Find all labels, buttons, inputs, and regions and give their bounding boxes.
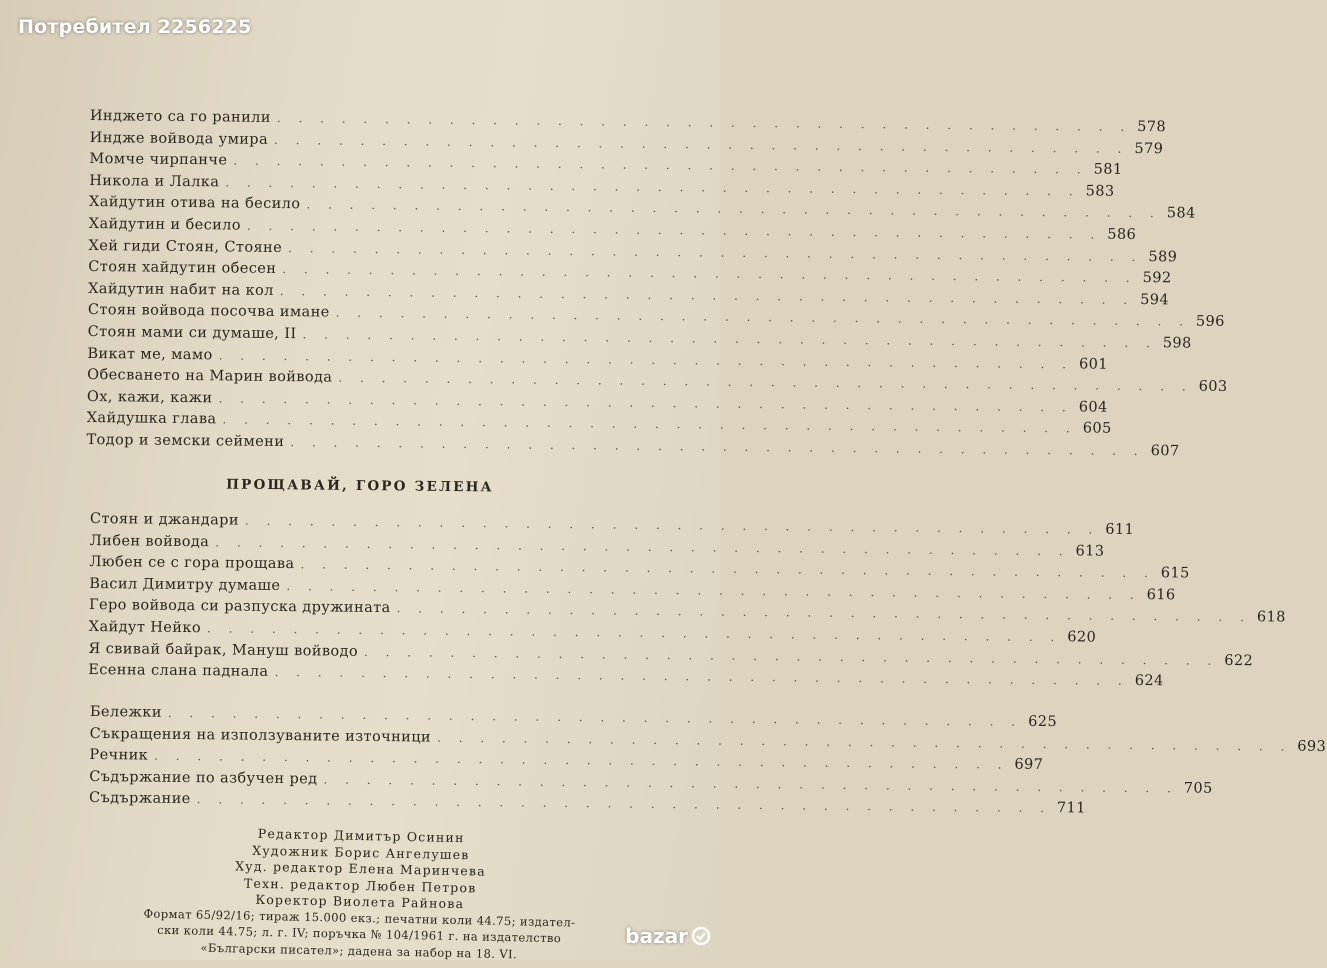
dot-leader: . . . . . . . . . . . . . . . . . . . . . . . . . . . . . . . . . . . . . . . . bbox=[286, 578, 1141, 602]
entry-page-number: 711 bbox=[1056, 800, 1086, 817]
entry-title: Хайдутин отива на бесило bbox=[88, 194, 301, 213]
dot-leader: . . . . . . . . . . . . . . . . . . . . . . . . . . . . . . . . . . . . . . . . bbox=[167, 705, 1023, 729]
dot-leader: . . . . . . . . . . . . . . . . . . . . . . . . . . . . . . . . . . . . . . . . bbox=[279, 283, 1135, 307]
entry-title: Я свивай байрак, Мануш войводо bbox=[88, 640, 359, 660]
colophon bbox=[0, 820, 721, 967]
entry-title: Стоян хайдутин обесен bbox=[88, 259, 277, 278]
art-editor-line: Худ. редактор Елена Маринчева bbox=[235, 858, 487, 879]
entry-page-number: 584 bbox=[1166, 205, 1196, 222]
entry-page-number: 615 bbox=[1160, 565, 1190, 582]
dot-leader: . . . . . . . . . . . . . . . . . . . . . . . . . . . . . . . . . . . . . . . . bbox=[215, 534, 1070, 558]
entry-page-number: 578 bbox=[1137, 118, 1167, 136]
entry-page-number: 620 bbox=[1067, 629, 1097, 646]
dot-leader: . . . . . . . . . . . . . . . . . . . . . . . . . . . . . . . . . . . . . . . . bbox=[276, 110, 1132, 134]
entry-title: Индже войвода умира bbox=[89, 129, 269, 148]
dot-leader: . . . . . . . . . . . . . . . . . . . . . . . . . . . . . . . . . . . . . . . . bbox=[218, 347, 1074, 371]
entry-title: Геро войвода си разпуска дружината bbox=[88, 597, 391, 617]
entry-page-number: 583 bbox=[1085, 183, 1115, 200]
entry-page-number: 601 bbox=[1078, 355, 1108, 373]
entry-title: Хайдут Нейко bbox=[88, 618, 202, 637]
entry-title: Ох, кажи, кажи bbox=[86, 388, 213, 407]
dot-leader: . . . . . . . . . . . . . . . . . . . . . . . . . . . . . . . . . . . . . . . . bbox=[396, 601, 1251, 625]
entry-title: Съдържание по азбучен ред bbox=[89, 768, 318, 788]
entry-page-number: 624 bbox=[1134, 673, 1164, 690]
entry-title: Хайдутин набит на кол bbox=[88, 280, 274, 299]
bazar-logo-icon bbox=[690, 925, 712, 947]
dot-leader: . . . . . . . . . . . . . . . . . . . . . . . . . . . . . . . . . . . . . . . . bbox=[196, 792, 1052, 816]
dot-leader: . . . . . . . . . . . . . . . . . . . . . . . . . . . . . . . . . . . . . . . . bbox=[306, 197, 1161, 221]
entry-page-number: 603 bbox=[1198, 378, 1228, 396]
bazar-logo-text: bazar bbox=[625, 924, 688, 948]
toc-list-section bbox=[88, 511, 1286, 690]
entry-page-number: 616 bbox=[1146, 586, 1176, 604]
proofreader-line: Коректор Виолета Райнова bbox=[255, 891, 465, 912]
dot-leader: . . . . . . . . . . . . . . . . . . . . . . . . . . . . . . . . . . . . . . . . bbox=[225, 175, 1080, 199]
entry-title: Стоян войвода посочва имане bbox=[87, 302, 330, 321]
entry-title: Никола и Лалка bbox=[89, 172, 220, 191]
dot-leader: . . . . . . . . . . . . . . . . . . . . . . . . . . . . . . . . . . . . . . . . bbox=[233, 153, 1088, 177]
entry-title: Бележки bbox=[89, 704, 162, 721]
toc-appendix-entry bbox=[88, 790, 1086, 817]
section-heading: ПРОЩАВАЙ, ГОРО ЗЕЛЕНА bbox=[226, 476, 494, 496]
format-line-1: Формат 65/92/16; тираж 15.000 екз.; печатни коли 44.75; издател- bbox=[143, 905, 576, 930]
dot-leader: . . . . . . . . . . . . . . . . . . . . . . . . . . . . . . . . . . . . . . . . bbox=[338, 370, 1193, 394]
dot-leader: . . . . . . . . . . . . . . . . . . . . . . . . . . . . . . . . . . . . . . . . bbox=[154, 748, 1009, 772]
toc-list-appendix bbox=[88, 704, 1327, 817]
entry-page-number: 598 bbox=[1162, 335, 1192, 352]
entry-page-number: 605 bbox=[1082, 420, 1112, 438]
entry-title: Момче чирпанче bbox=[89, 151, 228, 169]
entry-page-number: 622 bbox=[1224, 652, 1254, 669]
dot-leader: . . . . . . . . . . . . . . . . . . . . . . . . . . . . . . . . . . . . . . . . bbox=[288, 240, 1143, 264]
entry-title: Стоян мами си думаше, II bbox=[87, 323, 297, 343]
entry-page-number: 592 bbox=[1142, 270, 1172, 287]
dot-leader: . . . . . . . . . . . . . . . . . . . . . . . . . . . . . . . . . . . . . . . . bbox=[300, 557, 1155, 581]
dot-leader: . . . . . . . . . . . . . . . . . . . . . . . . . . . . . . . . . . . . . . . . bbox=[244, 513, 1100, 537]
dot-leader: . . . . . . . . . . . . . . . . . . . . . . . . . . . . . . . . . . . . . . . . bbox=[274, 665, 1129, 689]
dot-leader: . . . . . . . . . . . . . . . . . . . . . . . . . . . . . . . . . . . . . . . . bbox=[335, 305, 1191, 329]
entry-title: Хайдутин и бесило bbox=[88, 215, 242, 234]
dot-leader: . . . . . . . . . . . . . . . . . . . . . . . . . . . . . . . . . . . . . . . . bbox=[218, 391, 1073, 415]
entry-page-number: 618 bbox=[1256, 609, 1286, 626]
artist-line: Художник Борис Ангелушев bbox=[252, 842, 470, 862]
entry-title: Васил Димитру думаше bbox=[89, 575, 281, 594]
entry-page-number: 596 bbox=[1195, 313, 1225, 331]
format-line-2: ски коли 44.75; л. г. IV; поръчка № 104/1961 г. на издателство bbox=[157, 922, 562, 946]
editor-line: Редактор Димитър Осинин bbox=[257, 825, 465, 846]
entry-page-number: 594 bbox=[1140, 291, 1170, 309]
entry-page-number: 604 bbox=[1078, 399, 1108, 416]
entry-title: Хей гиди Стоян, Стояне bbox=[88, 237, 283, 256]
dot-leader: . . . . . . . . . . . . . . . . . . . . . . . . . . . . . . . . . . . . . . . . bbox=[246, 218, 1102, 242]
toc-main-entry bbox=[86, 431, 1180, 460]
entry-title: Тодор и земски сеймени bbox=[86, 431, 285, 450]
entry-page-number: 581 bbox=[1093, 161, 1123, 179]
entry-page-number: 693 bbox=[1297, 738, 1327, 755]
dot-leader: . . . . . . . . . . . . . . . . . . . . . . . . . . . . . . . . . . . . . . . . bbox=[290, 435, 1145, 458]
dot-leader: . . . . . . . . . . . . . . . . . . . . . . . . . . . . . . . . . . . . . . . . bbox=[436, 730, 1292, 754]
entry-page-number: 586 bbox=[1107, 226, 1137, 243]
dot-leader: . . . . . . . . . . . . . . . . . . . . . . . . . . . . . . . . . . . . . . . . bbox=[323, 772, 1178, 796]
entry-title: Съдържание bbox=[88, 790, 191, 808]
dot-leader: . . . . . . . . . . . . . . . . . . . . . . . . . . . . . . . . . . . . . . . . bbox=[222, 412, 1077, 436]
format-line-3: «Български писател»; дадена за набор на 18. VI. bbox=[200, 940, 518, 961]
toc-section-entry bbox=[88, 662, 1164, 690]
dot-leader: . . . . . . . . . . . . . . . . . . . . . . . . . . . . . . . . . . . . . . . . bbox=[363, 644, 1219, 668]
entry-title: Есенна слана паднала bbox=[88, 662, 269, 681]
entry-page-number: 589 bbox=[1148, 248, 1178, 265]
entry-page-number: 613 bbox=[1075, 542, 1105, 560]
entry-title: Обесването на Марин войвода bbox=[87, 367, 333, 386]
dot-leader: . . . . . . . . . . . . . . . . . . . . . . . . . . . . . . . . . . . . . . . . bbox=[302, 327, 1157, 351]
entry-page-number: 611 bbox=[1105, 521, 1135, 538]
entry-title: Любен се с гора прощава bbox=[89, 554, 295, 573]
dot-leader: . . . . . . . . . . . . . . . . . . . . . . . . . . . . . . . . . . . . . . . . bbox=[274, 132, 1129, 156]
toc-list-main bbox=[86, 108, 1228, 460]
entry-title: Либен войвода bbox=[89, 532, 210, 550]
entry-title: Хайдушка глава bbox=[86, 410, 217, 428]
tech-editor-line: Техн. редактор Любен Петров bbox=[243, 875, 477, 895]
entry-title: Речник bbox=[89, 747, 149, 764]
entry-title: Съкращения на използуваните източници bbox=[89, 725, 432, 746]
user-watermark: Потребител 2256225 bbox=[18, 16, 252, 38]
entry-page-number: 579 bbox=[1134, 140, 1164, 157]
entry-page-number: 705 bbox=[1183, 780, 1213, 797]
dot-leader: . . . . . . . . . . . . . . . . . . . . . . . . . . . . . . . . . . . . . . . . bbox=[206, 621, 1062, 645]
entry-page-number: 697 bbox=[1014, 756, 1044, 774]
entry-title: Стоян и джандари bbox=[89, 511, 240, 529]
dot-leader: . . . . . . . . . . . . . . . . . . . . . . . . . . . . . . . . . . . . . . . . bbox=[282, 262, 1137, 286]
bazar-logo bbox=[625, 924, 712, 948]
entry-title: Инджето са го ранили bbox=[89, 108, 271, 126]
entry-title: Викат ме, мамо bbox=[87, 345, 213, 363]
entry-page-number: 607 bbox=[1150, 443, 1180, 460]
entry-page-number: 625 bbox=[1028, 713, 1058, 731]
